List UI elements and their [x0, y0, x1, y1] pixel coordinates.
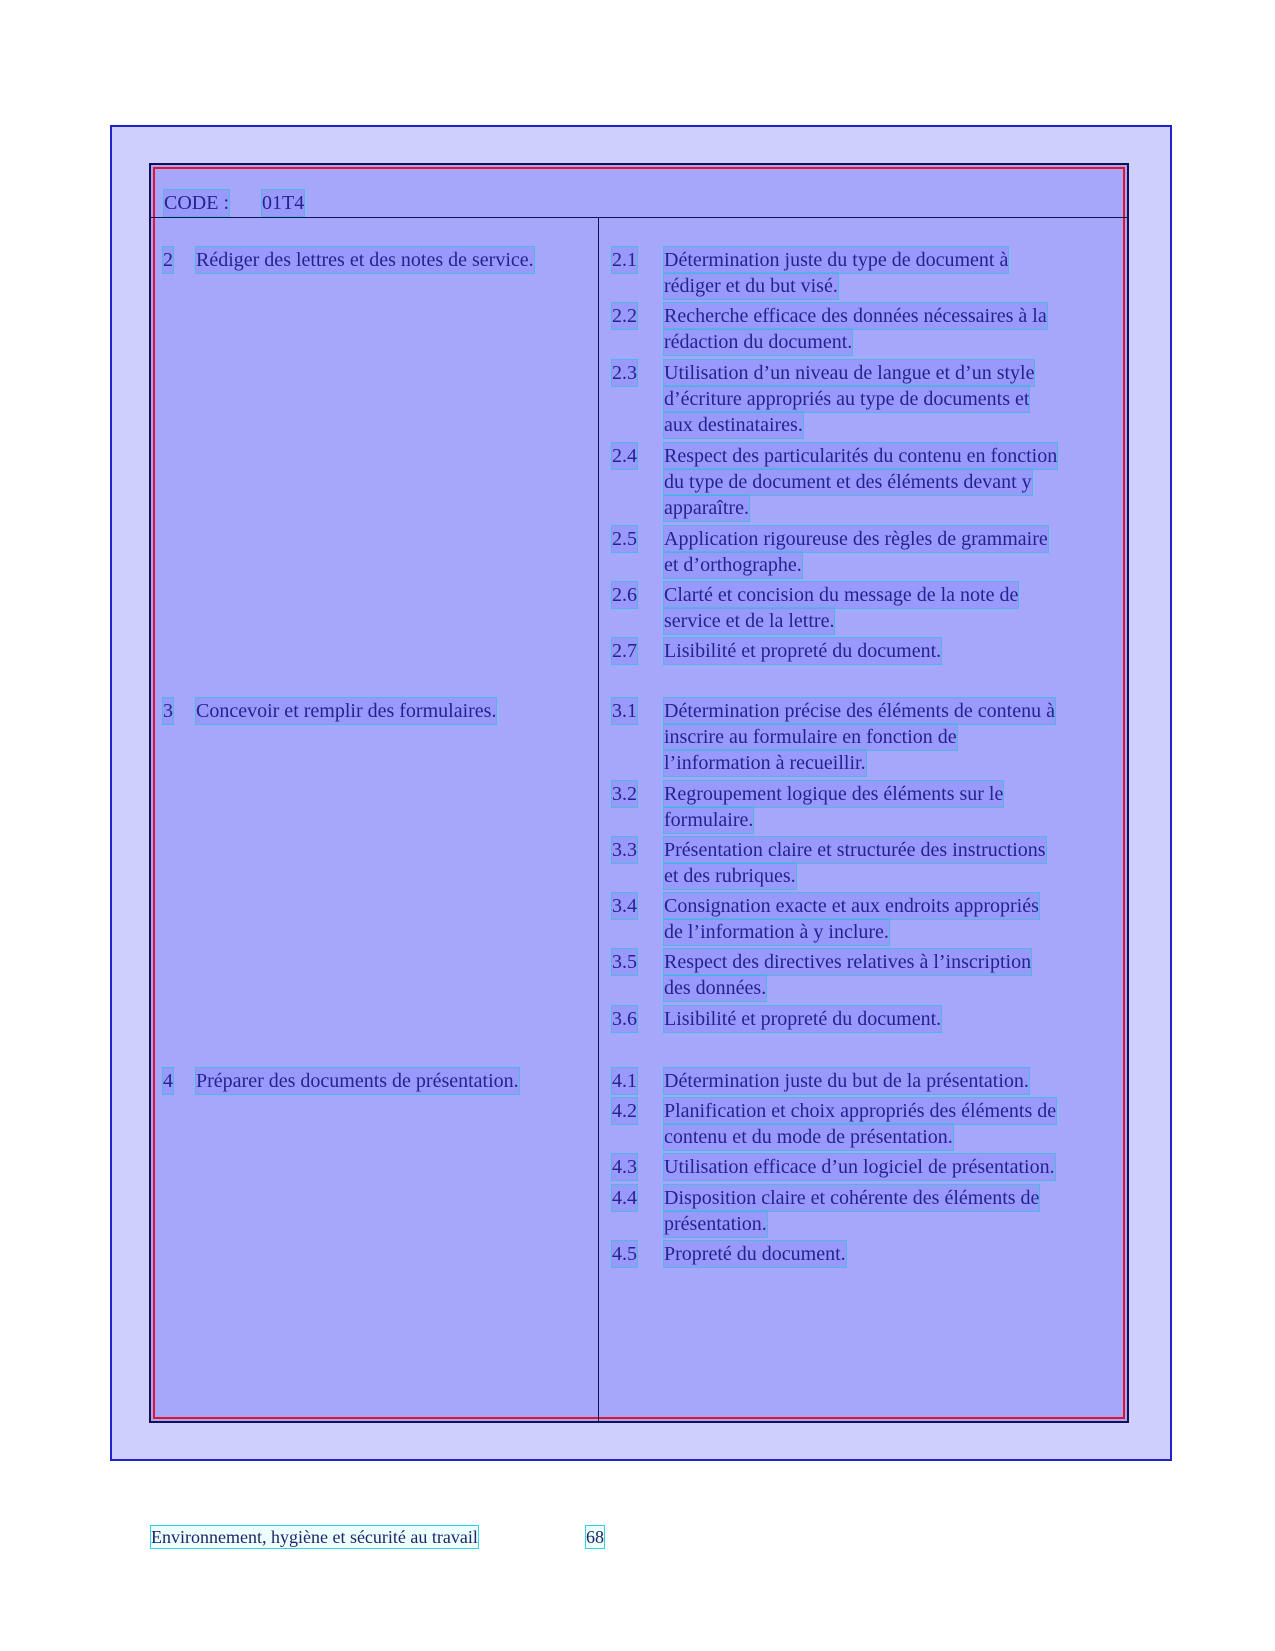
criterion-number: 2.5 — [612, 528, 637, 550]
criterion-line: Utilisation efficace d’un logiciel de présentation. — [664, 1156, 1055, 1178]
criterion-number: 2.6 — [612, 584, 637, 606]
code-label: CODE : — [164, 192, 229, 214]
criterion-line: Respect des directives relatives à l’inscription — [664, 951, 1032, 973]
competency-text: Rédiger des lettres et des notes de service. — [196, 249, 534, 271]
criterion-number: 4.3 — [612, 1156, 637, 1178]
competency-number: 3 — [163, 700, 173, 722]
criterion-number: 3.3 — [612, 839, 637, 861]
page-number: 68 — [586, 1527, 604, 1547]
competency-number: 2 — [163, 249, 173, 271]
criterion-line: l’information à recueillir. — [664, 752, 866, 774]
criterion-line: apparaître. — [664, 497, 749, 519]
criterion-number: 4.2 — [612, 1100, 637, 1122]
criterion-number: 3.4 — [612, 895, 637, 917]
criterion-number: 2.1 — [612, 249, 637, 271]
criterion-line: présentation. — [664, 1213, 767, 1235]
criterion-line: de l’information à y inclure. — [664, 921, 889, 943]
criterion-line: rédiger et du but visé. — [664, 275, 838, 297]
code-value: 01T4 — [262, 192, 305, 214]
criterion-line: service et de la lettre. — [664, 610, 835, 632]
criterion-line: Consignation exacte et aux endroits appropriés — [664, 895, 1039, 917]
criterion-line: Présentation claire et structurée des instructions — [664, 839, 1046, 861]
criterion-number: 2.2 — [612, 305, 637, 327]
criterion-line: contenu et du mode de présentation. — [664, 1126, 953, 1148]
criterion-number: 4.1 — [612, 1070, 637, 1092]
criterion-line: Planification et choix appropriés des éléments de — [664, 1100, 1057, 1122]
criterion-line: et d’orthographe. — [664, 554, 802, 576]
criterion-number: 2.4 — [612, 445, 637, 467]
criterion-line: Détermination juste du type de document à — [664, 249, 1009, 271]
criterion-line: et des rubriques. — [664, 865, 796, 887]
criterion-line: inscrire au formulaire en fonction de — [664, 726, 957, 748]
criterion-line: formulaire. — [664, 809, 754, 831]
criterion-line: Lisibilité et propreté du document. — [664, 640, 942, 662]
criterion-number: 2.7 — [612, 640, 637, 662]
criterion-line: Application rigoureuse des règles de grammaire — [664, 528, 1048, 550]
criterion-line: rédaction du document. — [664, 331, 853, 353]
criterion-number: 3.5 — [612, 951, 637, 973]
criterion-line: Regroupement logique des éléments sur le — [664, 783, 1004, 805]
competency-text: Concevoir et remplir des formulaires. — [196, 700, 497, 722]
header-divider — [151, 217, 1127, 218]
criterion-number: 4.5 — [612, 1243, 637, 1265]
criterion-line: du type de document et des éléments devant y — [664, 471, 1032, 493]
criterion-line: Recherche efficace des données nécessaires à la — [664, 305, 1047, 327]
criterion-line: Propreté du document. — [664, 1243, 846, 1265]
competency-text: Préparer des documents de présentation. — [196, 1070, 519, 1092]
criterion-line: Respect des particularités du contenu en fonction — [664, 445, 1058, 467]
criterion-line: Détermination précise des éléments de contenu à — [664, 700, 1055, 722]
footer-title: Environnement, hygiène et sécurité au travail — [151, 1527, 478, 1547]
criterion-line: Détermination juste du but de la présentation. — [664, 1070, 1029, 1092]
criterion-line: Clarté et concision du message de la note de — [664, 584, 1019, 606]
criterion-line: des données. — [664, 977, 767, 999]
criterion-number: 4.4 — [612, 1187, 637, 1209]
criterion-line: Disposition claire et cohérente des éléments de — [664, 1187, 1040, 1209]
criterion-number: 3.6 — [612, 1008, 637, 1030]
criterion-number: 3.1 — [612, 700, 637, 722]
competency-number: 4 — [163, 1070, 173, 1092]
criterion-number: 2.3 — [612, 362, 637, 384]
criterion-line: d’écriture appropriés au type de documents et — [664, 388, 1030, 410]
criterion-line: aux destinataires. — [664, 414, 803, 436]
criterion-line: Utilisation d’un niveau de langue et d’un style — [664, 362, 1035, 384]
criterion-number: 3.2 — [612, 783, 637, 805]
column-divider — [598, 217, 599, 1421]
criterion-line: Lisibilité et propreté du document. — [664, 1008, 942, 1030]
